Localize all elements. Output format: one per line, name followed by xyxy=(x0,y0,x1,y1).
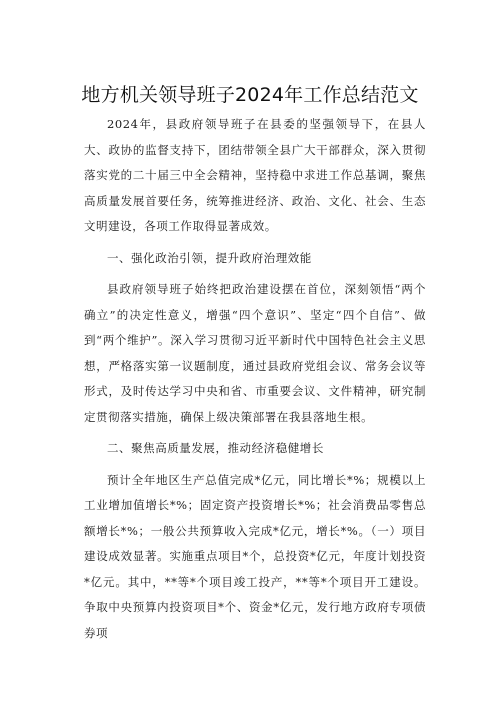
section-1-heading: 一、强化政治引领，提升政府治理效能 xyxy=(107,250,312,265)
intro-paragraph: 2024年，县政府领导班子在县委的坚强领导下，在县人大、政协的监督支持下，团结带领全县广大干部群众，深入贯彻落实党的二十届三中全会精神，坚持稳中求进工作总基调，聚焦高质量发展首要任务，统筹推进经济、政治、文化、社会、生态文明建设，各项工作取得显著成效。 xyxy=(84,117,426,233)
document-body xyxy=(84,112,426,646)
section-2-heading: 二、聚焦高质量发展，推动经济稳健增长 xyxy=(107,441,324,455)
section-2-paragraph: 预计全年地区生产总值完成*亿元，同比增长*%；规模以上工业增加值增长*%；固定资产投资增长*%；社会消费品零售总额增长*%；一般公共预算收入完成*亿元，增长*%。（一）项目建设成效显著。实施重点项目*个，总投资*亿元，年度计划投资*亿元。其中，**等*个项目竣工投产，**等*个项目开工建设。争取中央预算内投资项目*个、资金*亿元，发行地方政府专项债券项 xyxy=(84,472,426,640)
document-title: 地方机关领导班子2024年工作总结范文 xyxy=(81,84,419,106)
section-1-paragraph: 县政府领导班子始终把政治建设摆在首位，深刻领悟“两个确立”的决定性意义，增强“四个意识”、坚定“四个自信”、做到“两个维护”。深入学习贯彻习近平新时代中国特色社会主义思想，严格落实第一议题制度，通过县政府党组会议、常务会议等形式，及时传达学习中央和省、市重要会议、文件精神，研究制定贯彻落实措施，确保上级决策部署在我县落地生根。 xyxy=(84,282,426,424)
